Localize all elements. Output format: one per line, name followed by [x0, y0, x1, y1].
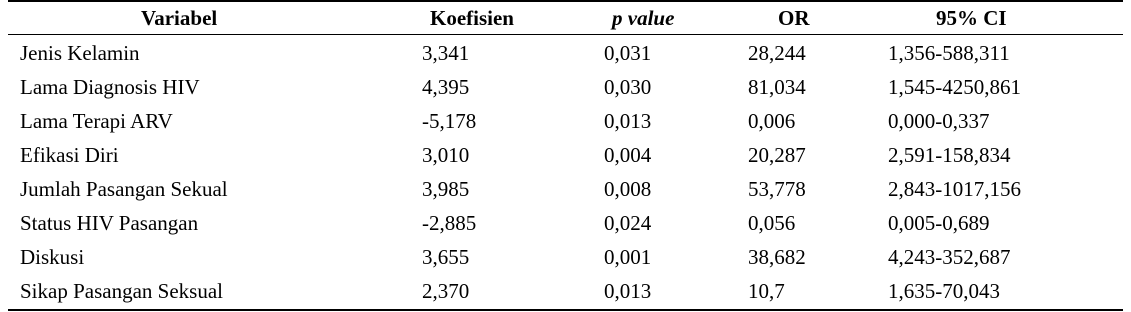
header-95-ci: 95% CI — [936, 6, 1007, 30]
cell-p-value: 0,004 — [604, 143, 652, 167]
cell-p-value: 0,031 — [604, 41, 652, 65]
cell-95-ci: 1,356-588,311 — [888, 41, 1010, 65]
cell-koefisien: 3,341 — [422, 41, 470, 65]
cell-variabel: Lama Diagnosis HIV — [20, 75, 200, 99]
cell-95-ci: 2,843-1017,156 — [888, 177, 1021, 201]
cell-or: 53,778 — [748, 177, 806, 201]
cell-variabel: Sikap Pasangan Seksual — [20, 279, 223, 303]
cell-koefisien: 3,010 — [422, 143, 470, 167]
cell-or: 10,7 — [748, 279, 785, 303]
cell-or: 28,244 — [748, 41, 806, 65]
cell-variabel: Lama Terapi ARV — [20, 109, 173, 133]
cell-p-value: 0,013 — [604, 279, 652, 303]
cell-or: 81,034 — [748, 75, 806, 99]
cell-95-ci: 1,545-4250,861 — [888, 75, 1021, 99]
cell-koefisien: 3,655 — [422, 245, 470, 269]
table-row — [8, 206, 1123, 240]
cell-variabel: Jenis Kelamin — [20, 41, 140, 65]
cell-p-value: 0,008 — [604, 177, 652, 201]
cell-koefisien: -2,885 — [422, 211, 477, 235]
cell-95-ci: 0,005-0,689 — [888, 211, 990, 235]
table-header-row — [8, 1, 1123, 35]
table-row — [8, 138, 1123, 172]
table-bottom-rule — [8, 309, 1123, 311]
header-or: OR — [778, 6, 810, 30]
cell-koefisien: 2,370 — [422, 279, 470, 303]
cell-variabel: Diskusi — [20, 245, 85, 269]
cell-variabel: Status HIV Pasangan — [20, 211, 199, 235]
header-variabel: Variabel — [141, 6, 218, 30]
cell-p-value: 0,001 — [604, 245, 652, 269]
cell-variabel: Efikasi Diri — [20, 143, 119, 167]
table-row — [8, 172, 1123, 206]
cell-or: 20,287 — [748, 143, 806, 167]
cell-p-value: 0,030 — [604, 75, 652, 99]
cell-p-value: 0,024 — [604, 211, 652, 235]
table-row — [8, 36, 1123, 70]
table-row — [8, 70, 1123, 104]
table-header-rule — [8, 34, 1123, 35]
cell-95-ci: 4,243-352,687 — [888, 245, 1011, 269]
header-koefisien: Koefisien — [430, 6, 514, 30]
cell-or: 0,006 — [748, 109, 796, 133]
table-row — [8, 240, 1123, 274]
cell-or: 0,056 — [748, 211, 796, 235]
cell-koefisien: 3,985 — [422, 177, 470, 201]
cell-variabel: Jumlah Pasangan Sekual — [20, 177, 228, 201]
cell-p-value: 0,013 — [604, 109, 652, 133]
header-p-value: p value — [612, 6, 675, 30]
cell-95-ci: 1,635-70,043 — [888, 279, 1000, 303]
cell-95-ci: 0,000-0,337 — [888, 109, 990, 133]
cell-95-ci: 2,591-158,834 — [888, 143, 1011, 167]
cell-or: 38,682 — [748, 245, 806, 269]
cell-koefisien: -5,178 — [422, 109, 477, 133]
table-row — [8, 104, 1123, 138]
table-row — [8, 274, 1123, 308]
cell-koefisien: 4,395 — [422, 75, 470, 99]
